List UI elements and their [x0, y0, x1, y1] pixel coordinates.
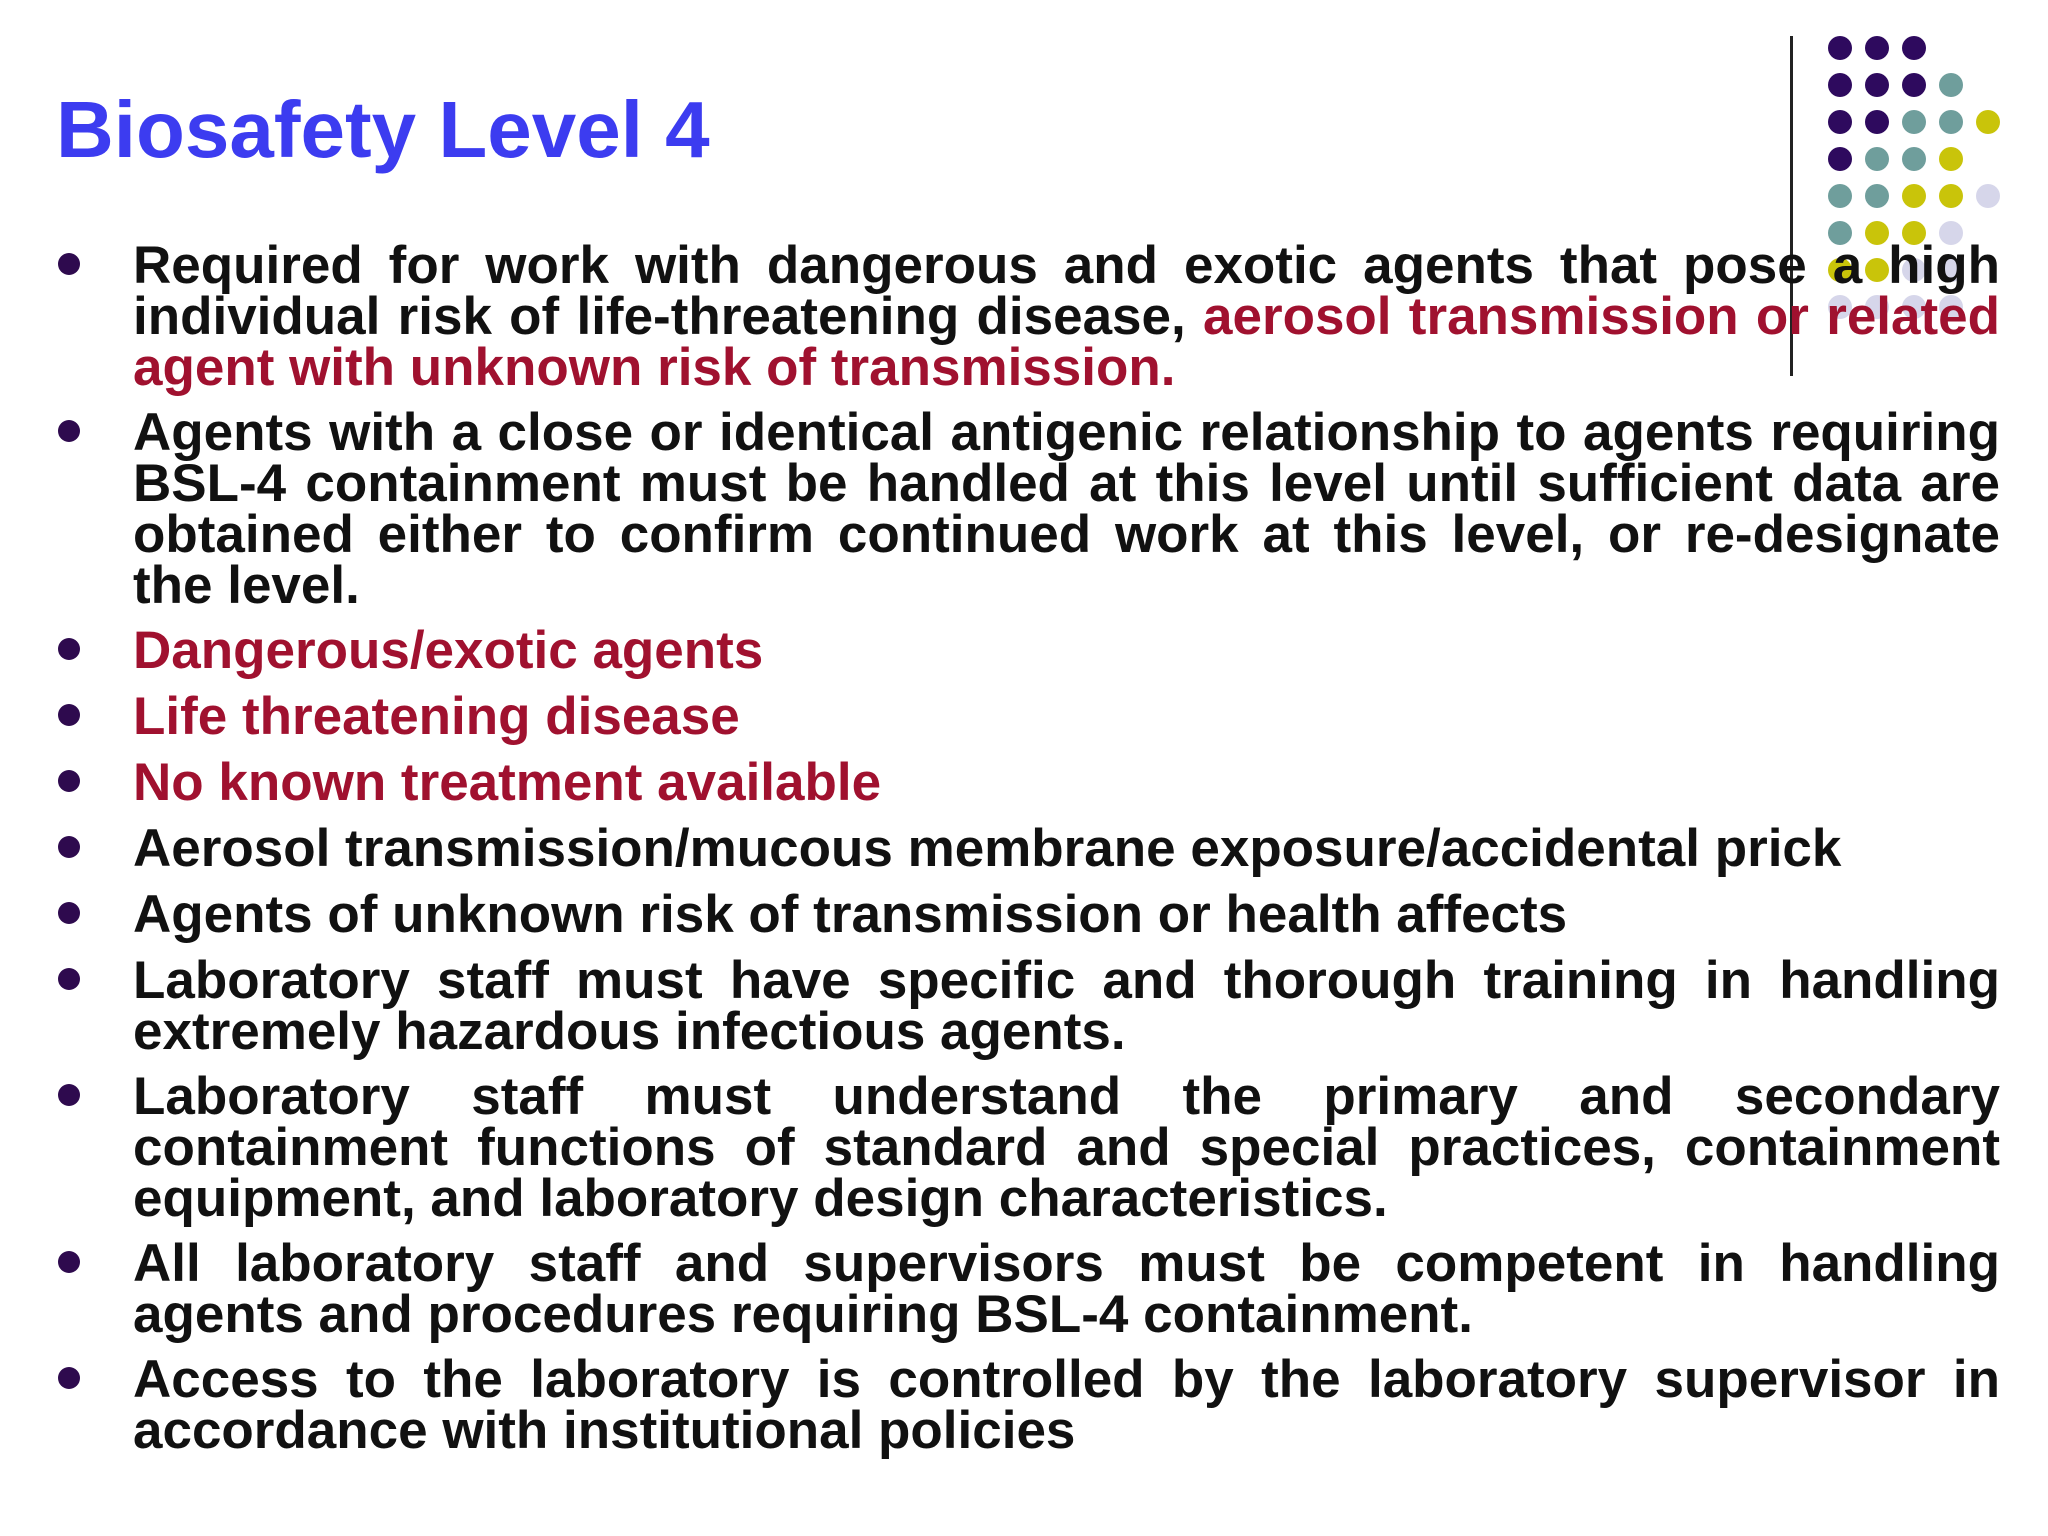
bullet-text: All laboratory staff and supervisors must be competent in handling agents and procedures requiring BSL-4 containment.	[133, 1234, 2000, 1344]
bullet-dot-icon	[58, 253, 80, 275]
bullet-item-aerosol-transmission	[56, 819, 2000, 878]
decorative-dot	[1828, 110, 1852, 134]
bullet-text: Access to the laboratory is controlled by the laboratory supervisor in accordance with institutional policies	[133, 1350, 2000, 1460]
decorative-dot	[1865, 73, 1889, 97]
bullet-item-no-treatment	[56, 753, 2000, 812]
bullet-item-bsl4-requirement	[56, 236, 2000, 397]
decorative-dot	[1939, 73, 1963, 97]
bullet-item-antigenic-relationship	[56, 403, 2000, 615]
bullet-dot-icon	[58, 968, 80, 990]
bullet-dot-icon	[58, 770, 80, 792]
bullet-dot-icon	[58, 1251, 80, 1273]
bullet-dot-icon	[58, 902, 80, 924]
decorative-dot	[1976, 184, 2000, 208]
bullet-item-unknown-risk	[56, 885, 2000, 944]
decorative-dot	[1939, 147, 1963, 171]
bullet-dot-icon	[58, 836, 80, 858]
bullet-dot-icon	[58, 1367, 80, 1389]
decorative-dot	[1902, 110, 1926, 134]
bullet-text: Agents with a close or identical antigenic relationship to agents requiring BSL-4 containment must be handled at this level until sufficient data are obtained either to confirm continued work at this level, or re-designate the level.	[133, 403, 2000, 615]
bullet-dot-icon	[58, 638, 80, 660]
bullet-item-access-control	[56, 1350, 2000, 1460]
decorative-dot	[1902, 147, 1926, 171]
bullet-text: Laboratory staff must understand the primary and secondary containment functions of standard and special practices, containment equipment, and laboratory design characteristics.	[133, 1067, 2000, 1228]
decorative-dot	[1865, 110, 1889, 134]
bullet-item-staff-understanding	[56, 1067, 2000, 1228]
decorative-dot	[1902, 36, 1926, 60]
decorative-dot	[1902, 73, 1926, 97]
decorative-dot	[1902, 184, 1926, 208]
bullet-text: Laboratory staff must have specific and thorough training in handling extremely hazardous infectious agents.	[133, 951, 2000, 1061]
bullet-item-staff-competence	[56, 1234, 2000, 1344]
bullet-text: Agents of unknown risk of transmission or health affects	[133, 885, 1568, 944]
bullet-text: Required for work with dangerous and exotic agents that pose a high individual risk of life-threatening disease,	[133, 236, 2000, 346]
bullet-list	[56, 236, 2000, 1470]
bullet-highlight-text: aerosol transmission or related agent with unknown risk of transmission.	[133, 287, 2000, 397]
decorative-dot	[1865, 147, 1889, 171]
slide-title: Biosafety Level 4	[56, 85, 710, 174]
decorative-dot	[1828, 147, 1852, 171]
bullet-dot-icon	[58, 704, 80, 726]
bullet-dot-icon	[58, 420, 80, 442]
decorative-dot	[1865, 36, 1889, 60]
decorative-dot	[1976, 110, 2000, 134]
decorative-dot	[1865, 184, 1889, 208]
bullet-text: Aerosol transmission/mucous membrane exposure/accidental prick	[133, 819, 1842, 878]
decorative-dot	[1939, 184, 1963, 208]
decorative-dot	[1828, 184, 1852, 208]
decorative-dot	[1828, 73, 1852, 97]
bullet-text: No known treatment available	[133, 753, 882, 812]
bullet-item-life-threatening	[56, 687, 2000, 746]
bullet-dot-icon	[58, 1084, 80, 1106]
decorative-dot	[1828, 36, 1852, 60]
bullet-item-dangerous-agents	[56, 621, 2000, 680]
bullet-text: Life threatening disease	[133, 687, 740, 746]
bullet-text: Dangerous/exotic agents	[133, 621, 764, 680]
decorative-dot	[1939, 110, 1963, 134]
bullet-item-staff-training	[56, 951, 2000, 1061]
